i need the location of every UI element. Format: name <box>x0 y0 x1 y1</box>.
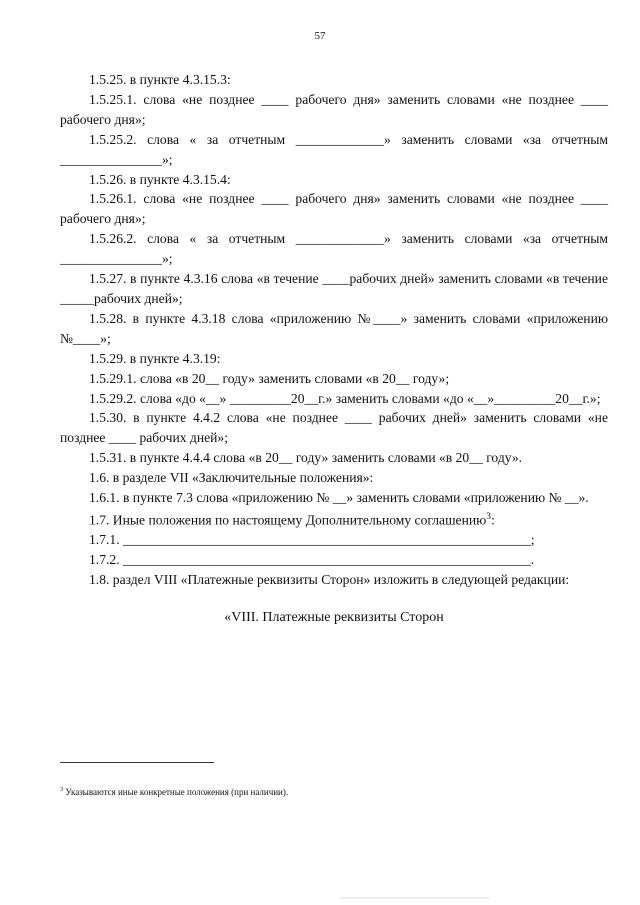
paragraph-1-5-29-2: 1.5.29.2. слова «до «__» _________20__г.» заменить словами «до «__»_________20__г.»; <box>89 390 601 406</box>
paragraph-1-7-2: 1.7.2. ____________________________________________________________. <box>89 552 535 568</box>
paragraph-1-5-31: 1.5.31. в пункте 4.4.4 слова «в 20__ году» заменить словами «в 20__ году». <box>89 450 523 466</box>
paragraph-1-7: 1.7. Иные положения по настоящему Дополнительному соглашению$^3$: <box>89 511 495 528</box>
document-body <box>60 70 608 628</box>
paragraph-1-5-30: 1.5.30. в пункте 4.4.2 слова «не позднее ____ рабочих дней» заменить словами «не позднее ____ рабочих дней»; <box>60 410 608 446</box>
paragraph-1-6: 1.6. в разделе VII «Заключительные положения»: <box>89 470 374 486</box>
paragraph-1-5-29: 1.5.29. в пункте 4.3.19: <box>89 350 221 366</box>
paragraph-1-5-25-1: 1.5.25.1. слова «не позднее ____ рабочего дня» заменить словами «не позднее ____ рабочего дня»; <box>60 91 608 127</box>
paragraph-1-5-25: 1.5.25. в пункте 4.3.15.3: <box>89 72 231 87</box>
page-number: 57 <box>314 30 326 42</box>
footnote-text: Указываются иные конкретные положения (при наличии). <box>65 787 289 797</box>
footnote-marker: 3 <box>60 786 64 793</box>
footnote-reference: 3 <box>486 511 492 522</box>
paragraph-1-6-1: 1.6.1. в пункте 7.3 слова «приложению № __» заменить словами «приложению № __». <box>89 490 589 506</box>
footnote-divider <box>60 762 214 763</box>
paragraph-1-5-25-2: 1.5.25.2. слова « за отчетным _____________» заменить словами «за отчетным _______________»; <box>60 131 608 167</box>
paragraph-1-8: 1.8. раздел VIII «Платежные реквизиты Сторон» изложить в следующей редакции: <box>89 572 570 588</box>
faint-scan-artifact <box>340 897 490 899</box>
paragraph-1-5-26: 1.5.26. в пункте 4.3.15.4: <box>89 171 231 187</box>
paragraph-1-5-26-1: 1.5.26.1. слова «не позднее ____ рабочего дня» заменить словами «не позднее ____ рабочего дня»; <box>60 191 608 227</box>
paragraph-1-5-26-2: 1.5.26.2. слова « за отчетным _____________» заменить словами «за отчетным _______________»; <box>60 231 608 267</box>
section-heading: «VIII. Платежные реквизиты Сторон <box>224 610 444 626</box>
paragraph-1-5-27: 1.5.27. в пункте 4.3.16 слова «в течение ____рабочих дней» заменить словами «в течение _____рабочих дней»; <box>60 271 608 306</box>
paragraph-1-5-28: 1.5.28. в пункте 4.3.18 слова «приложению №____» заменить словами «приложению №____»; <box>60 310 608 346</box>
paragraph-1-7-1: 1.7.1. ____________________________________________________________; <box>89 532 535 548</box>
paragraph-1-5-29-1: 1.5.29.1. слова «в 20__ году» заменить словами «в 20__ году»; <box>89 370 450 386</box>
paragraph-1-7-text: 1.7. Иные положения по настоящему Дополнительному соглашению <box>89 512 487 528</box>
footnote <box>60 786 608 797</box>
